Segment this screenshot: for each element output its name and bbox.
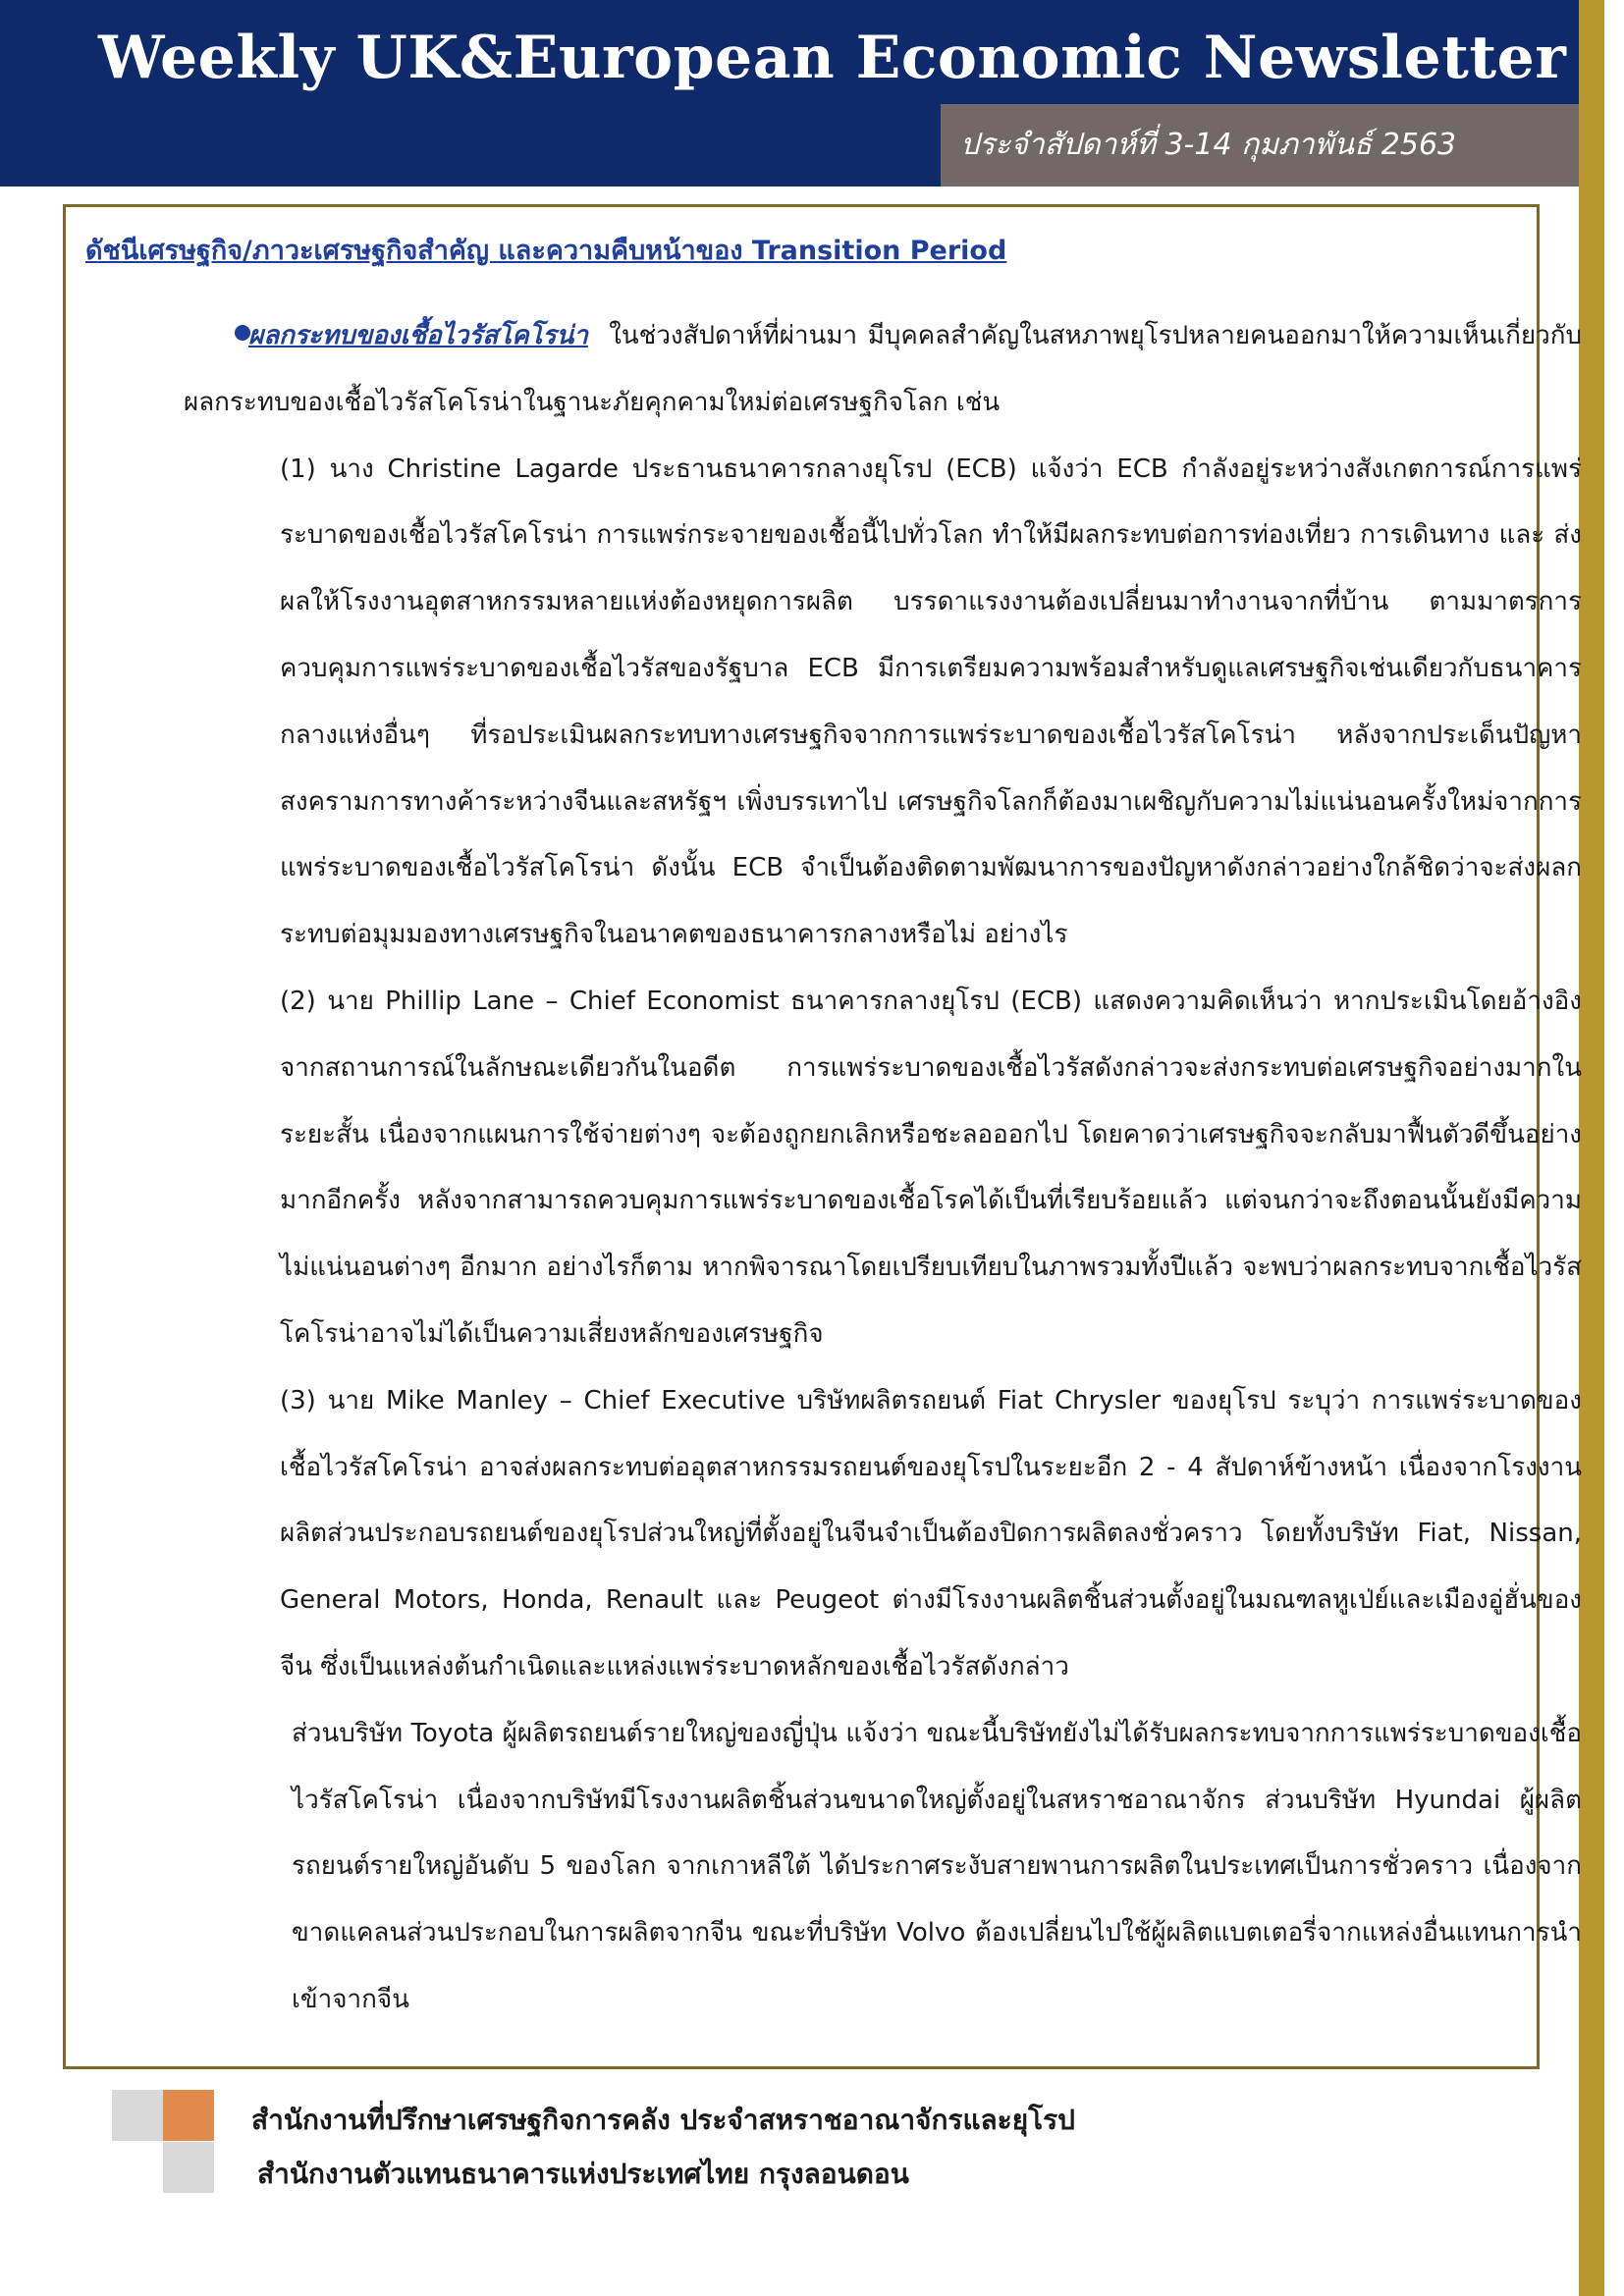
gold-side-bar bbox=[1579, 0, 1604, 2296]
footer-logo-square-gray bbox=[112, 2090, 163, 2141]
section-heading-link[interactable]: ดัชนีเศรษฐกิจ/ภาวะเศรษฐกิจสำคัญ และความคืบหน้าของ Transition Period bbox=[85, 236, 1007, 266]
footer-logo-square-gray-lower bbox=[163, 2142, 214, 2193]
topic-link[interactable]: ผลกระทบของเชื้อไวรัสโคโรน่า bbox=[248, 321, 588, 350]
paragraph-lane: (2) นาย Phillip Lane – Chief Economist ธนาคารกลางยุโรป (ECB) แสดงความคิดเห็นว่า หากประเมินโดยอ้างอิงจากสถานการณ์ในลักษณะเดียวกันในอดีต การแพร่ระบาดของเชื้อไวรัสดังกล่าวจะส่งกระทบต่อเศรษฐกิจอย่างมากในระยะสั้น เนื่องจากแผนการใช้จ่ายต่างๆ จะต้องถูกยกเลิกหรือชะลอออกไป โดยคาดว่าเศรษฐกิจจะกลับมาฟื้นตัวดีขึ้นอย่างมากอีกครั้ง หลังจากสามารถควบคุมการแพร่ระบาดของเชื้อโรคได้เป็นที่เรียบร้อยแล้ว แต่จนกว่าจะถึงตอนนั้นยังมีความไม่แน่นอนต่างๆ อีกมาก อย่างไรก็ตาม หากพิจารณาโดยเปรียบเทียบในภาพรวมทั้งปีแล้ว จะพบว่าผลกระทบจากเชื้อไวรัสโคโรน่าอาจไม่ได้เป็นความเสี่ยงหลักของเศรษฐกิจ bbox=[280, 986, 1582, 1349]
footer-bank-office: สำนักงานตัวแทนธนาคารแห่งประเทศไทย กรุงลอนดอน bbox=[257, 2158, 909, 2190]
paragraph-manley: (3) นาย Mike Manley – Chief Executive บริษัทผลิตรถยนต์ Fiat Chrysler ของยุโรป ระบุว่า การแพร่ระบาดของเชื้อไวรัสโคโรน่า อาจส่งผลกระทบต่ออุตสาหกรรมรถยนต์ของยุโรปในระยะอีก 2 - 4 สัปดาห์ข้างหน้า เนื่องจากโรงงานผลิตส่วนประกอบรถยนต์ของยุโรปส่วนใหญ่ที่ตั้งอยู่ในจีนจำเป็นต้องปิดการผลิตลงชั่วคราว โดยทั้งบริษัท Fiat, Nissan, General Motors, Honda, Renault และ Peugeot ต่างมีโรงงานผลิตชิ้นส่วนตั้งอยู่ในมณฑลหูเป่ย์และเมืองอู่ฮั่นของจีน ซึ่งเป็นแหล่งต้นกำเนิดและแหล่งแพร่ระบาดหลักของเชื้อไวรัสดังกล่าว bbox=[280, 1385, 1582, 1682]
content-frame bbox=[63, 204, 1582, 2069]
footer-logo-square-orange bbox=[163, 2090, 214, 2141]
newsletter-header bbox=[0, 0, 1579, 187]
article-body bbox=[184, 303, 1582, 2034]
paragraph-toyota: ส่วนบริษัท Toyota ผู้ผลิตรถยนต์รายใหญ่ของญี่ปุ่น แจ้งว่า ขณะนี้บริษัทยังไม่ได้รับผลกระทบจากการแพร่ระบาดของเชื้อไวรัสโคโรน่า เนื่องจากบริษัทมีโรงงานผลิตชิ้นส่วนขนาดใหญ่ตั้งอยู่ในสหราชอาณาจักร ส่วนบริษัท Hyundai ผู้ผลิตรถยนต์รายใหญ่อันดับ 5 ของโลก จากเกาหลีใต้ ได้ประกาศระงับสายพานการผลิตในประเทศเป็นการชั่วคราว เนื่องจากขาดแคลนส่วนประกอบในการผลิตจากจีน ขณะที่บริษัท Volvo ต้องเปลี่ยนไปใช้ผู้ผลิตแบตเตอรี่จากแหล่งอื่นแทนการนำเข้าจากจีน bbox=[292, 1718, 1582, 2014]
intro-paragraph bbox=[184, 303, 1582, 437]
date-banner bbox=[941, 104, 1579, 187]
newsletter-title: Weekly UK&European Economic Newsletter bbox=[98, 24, 1567, 92]
footer-office-name: สำนักงานที่ปรึกษาเศรษฐกิจการคลัง ประจำสหราชอาณาจักรและยุโรป bbox=[251, 2104, 1075, 2136]
intro-text: ในช่วงสัปดาห์ที่ผ่านมา มีบุคคลสำคัญในสหภาพยุโรปหลายคนออกมาให้ความเห็นเกี่ยวกับผลกระทบของเชื้อไวรัสโคโรน่าในฐานะภัยคุกคามใหม่ต่อเศรษฐกิจโลก เช่น bbox=[184, 321, 1582, 417]
paragraph-lagarde: (1) นาง Christine Lagarde ประธานธนาคารกลางยุโรป (ECB) แจ้งว่า ECB กำลังอยู่ระหว่างสังเกตการณ์การแพร่ระบาดของเชื้อไวรัสโคโรน่า การแพร่กระจายของเชื้อนี้ไปทั่วโลก ทำให้มีผลกระทบต่อการท่องเที่ยว การเดินทาง และ ส่งผลให้โรงงานอุตสาหกรรมหลายแห่งต้องหยุดการผลิต บรรดาแรงงานต้องเปลี่ยนมาทำงานจากที่บ้าน ตามมาตรการควบคุมการแพร่ระบาดของเชื้อไวรัสของรัฐบาล ECB มีการเตรียมความพร้อมสำหรับดูแลเศรษฐกิจเช่นเดียวกับธนาคารกลางแห่งอื่นๆ ที่รอประเมินผลกระทบทางเศรษฐกิจจากการแพร่ระบาดของเชื้อไวรัสโคโรน่า หลังจากประเด็นปัญหาสงครามการทางค้าระหว่างจีนและสหรัฐฯ เพิ่งบรรเทาไป เศรษฐกิจโลกก็ต้องมาเผชิญกับความไม่แน่นอนครั้งใหม่จากการแพร่ระบาดของเชื้อไวรัสโคโรน่า ดังนั้น ECB จำเป็นต้องติดตามพัฒนาการของปัญหาดังกล่าวอย่างใกล้ชิดว่าจะส่งผลกระทบต่อมุมมองทางเศรษฐกิจในอนาคตของธนาคารกลางหรือไม่ อย่างไร bbox=[280, 454, 1582, 950]
issue-date: ประจำสัปดาห์ที่ 3-14 กุมภาพันธ์ 2563 bbox=[960, 128, 1457, 162]
